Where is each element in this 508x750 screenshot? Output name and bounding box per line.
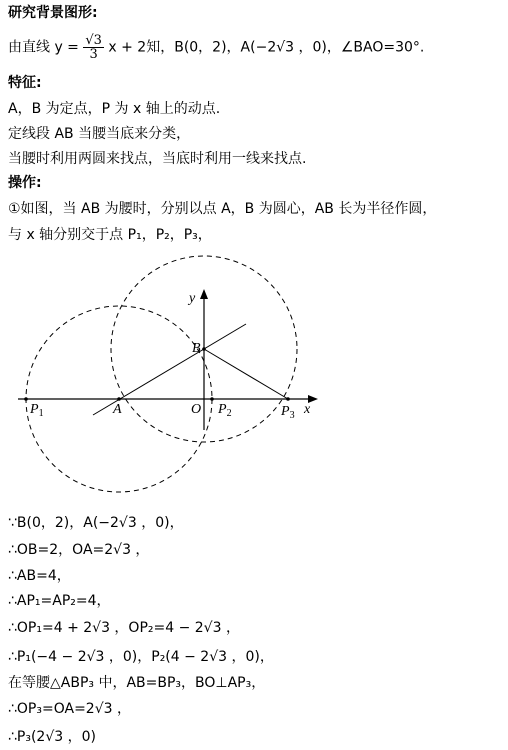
feature-line-2: 定线段 AB 当腰当底来分类， (8, 126, 191, 142)
label-P3: $P_3$ (281, 404, 295, 421)
solution-line-4: ∴AP₁=AP₂=4， (8, 593, 111, 609)
solution-line-6: ∴P₁(−4 − 2√3 ，0)，P₂(4 − 2√3 ，0)， (8, 649, 274, 665)
section-title-features: 特征: (8, 75, 42, 91)
feature-line-3: 当腰时利用两圆来找点，当底时利用一线来找点. (8, 151, 307, 167)
point-P3 (286, 397, 290, 401)
fraction-numerator: √3 (85, 33, 102, 48)
label-P1: $P_1$ (30, 402, 44, 419)
solution-line-5: ∴OP₁=4 + 2√3 ，OP₂=4 − 2√3 ， (8, 620, 240, 636)
feature-line-1: A，B 为定点，P 为 x 轴上的动点. (8, 101, 221, 117)
solution-line-7: 在等腰△ABP₃ 中，AB=BP₃，BO⊥AP₃， (8, 675, 266, 691)
solution-line-1: ∵B(0，2)，A(−2√3 ，0)， (8, 515, 184, 531)
operation-line-1: ①如图，当 AB 为腰时，分别以点 A，B 为圆心，AB 长为半径作圆， (8, 201, 437, 217)
y-axis-arrow (200, 289, 208, 299)
section-title-operation: 操作: (8, 175, 42, 191)
solution-line-9: ∴P₃(2√3 ，0) (8, 729, 96, 745)
label-A: A (113, 402, 122, 417)
point-B (202, 347, 206, 351)
label-B: B (192, 341, 201, 356)
solution-line-2: ∴OB=2，OA=2√3 ， (8, 542, 150, 558)
label-P2: $P_2$ (218, 402, 232, 419)
label-O: O (191, 402, 202, 417)
solution-line-8: ∴OP₃=OA=2√3 ， (8, 701, 131, 717)
point-A (117, 397, 121, 401)
equation-suffix: x + 2知，B(0，2)，A(−2√3 ，0)，∠BAO=30°. (108, 39, 425, 56)
equation-prefix: 由直线 y = (8, 39, 79, 56)
point-P1 (24, 397, 28, 401)
section-title-background: 研究背景图形: (8, 5, 98, 21)
operation-line-2: 与 x 轴分别交于点 P₁，P₂，P₃， (8, 227, 212, 243)
label-x: x (304, 402, 311, 417)
segment-B-P3 (204, 349, 288, 399)
fraction-denominator: 3 (89, 47, 98, 62)
solution-line-3: ∴AB=4， (8, 568, 71, 584)
point-P2 (210, 397, 214, 401)
label-y: y (189, 291, 196, 306)
